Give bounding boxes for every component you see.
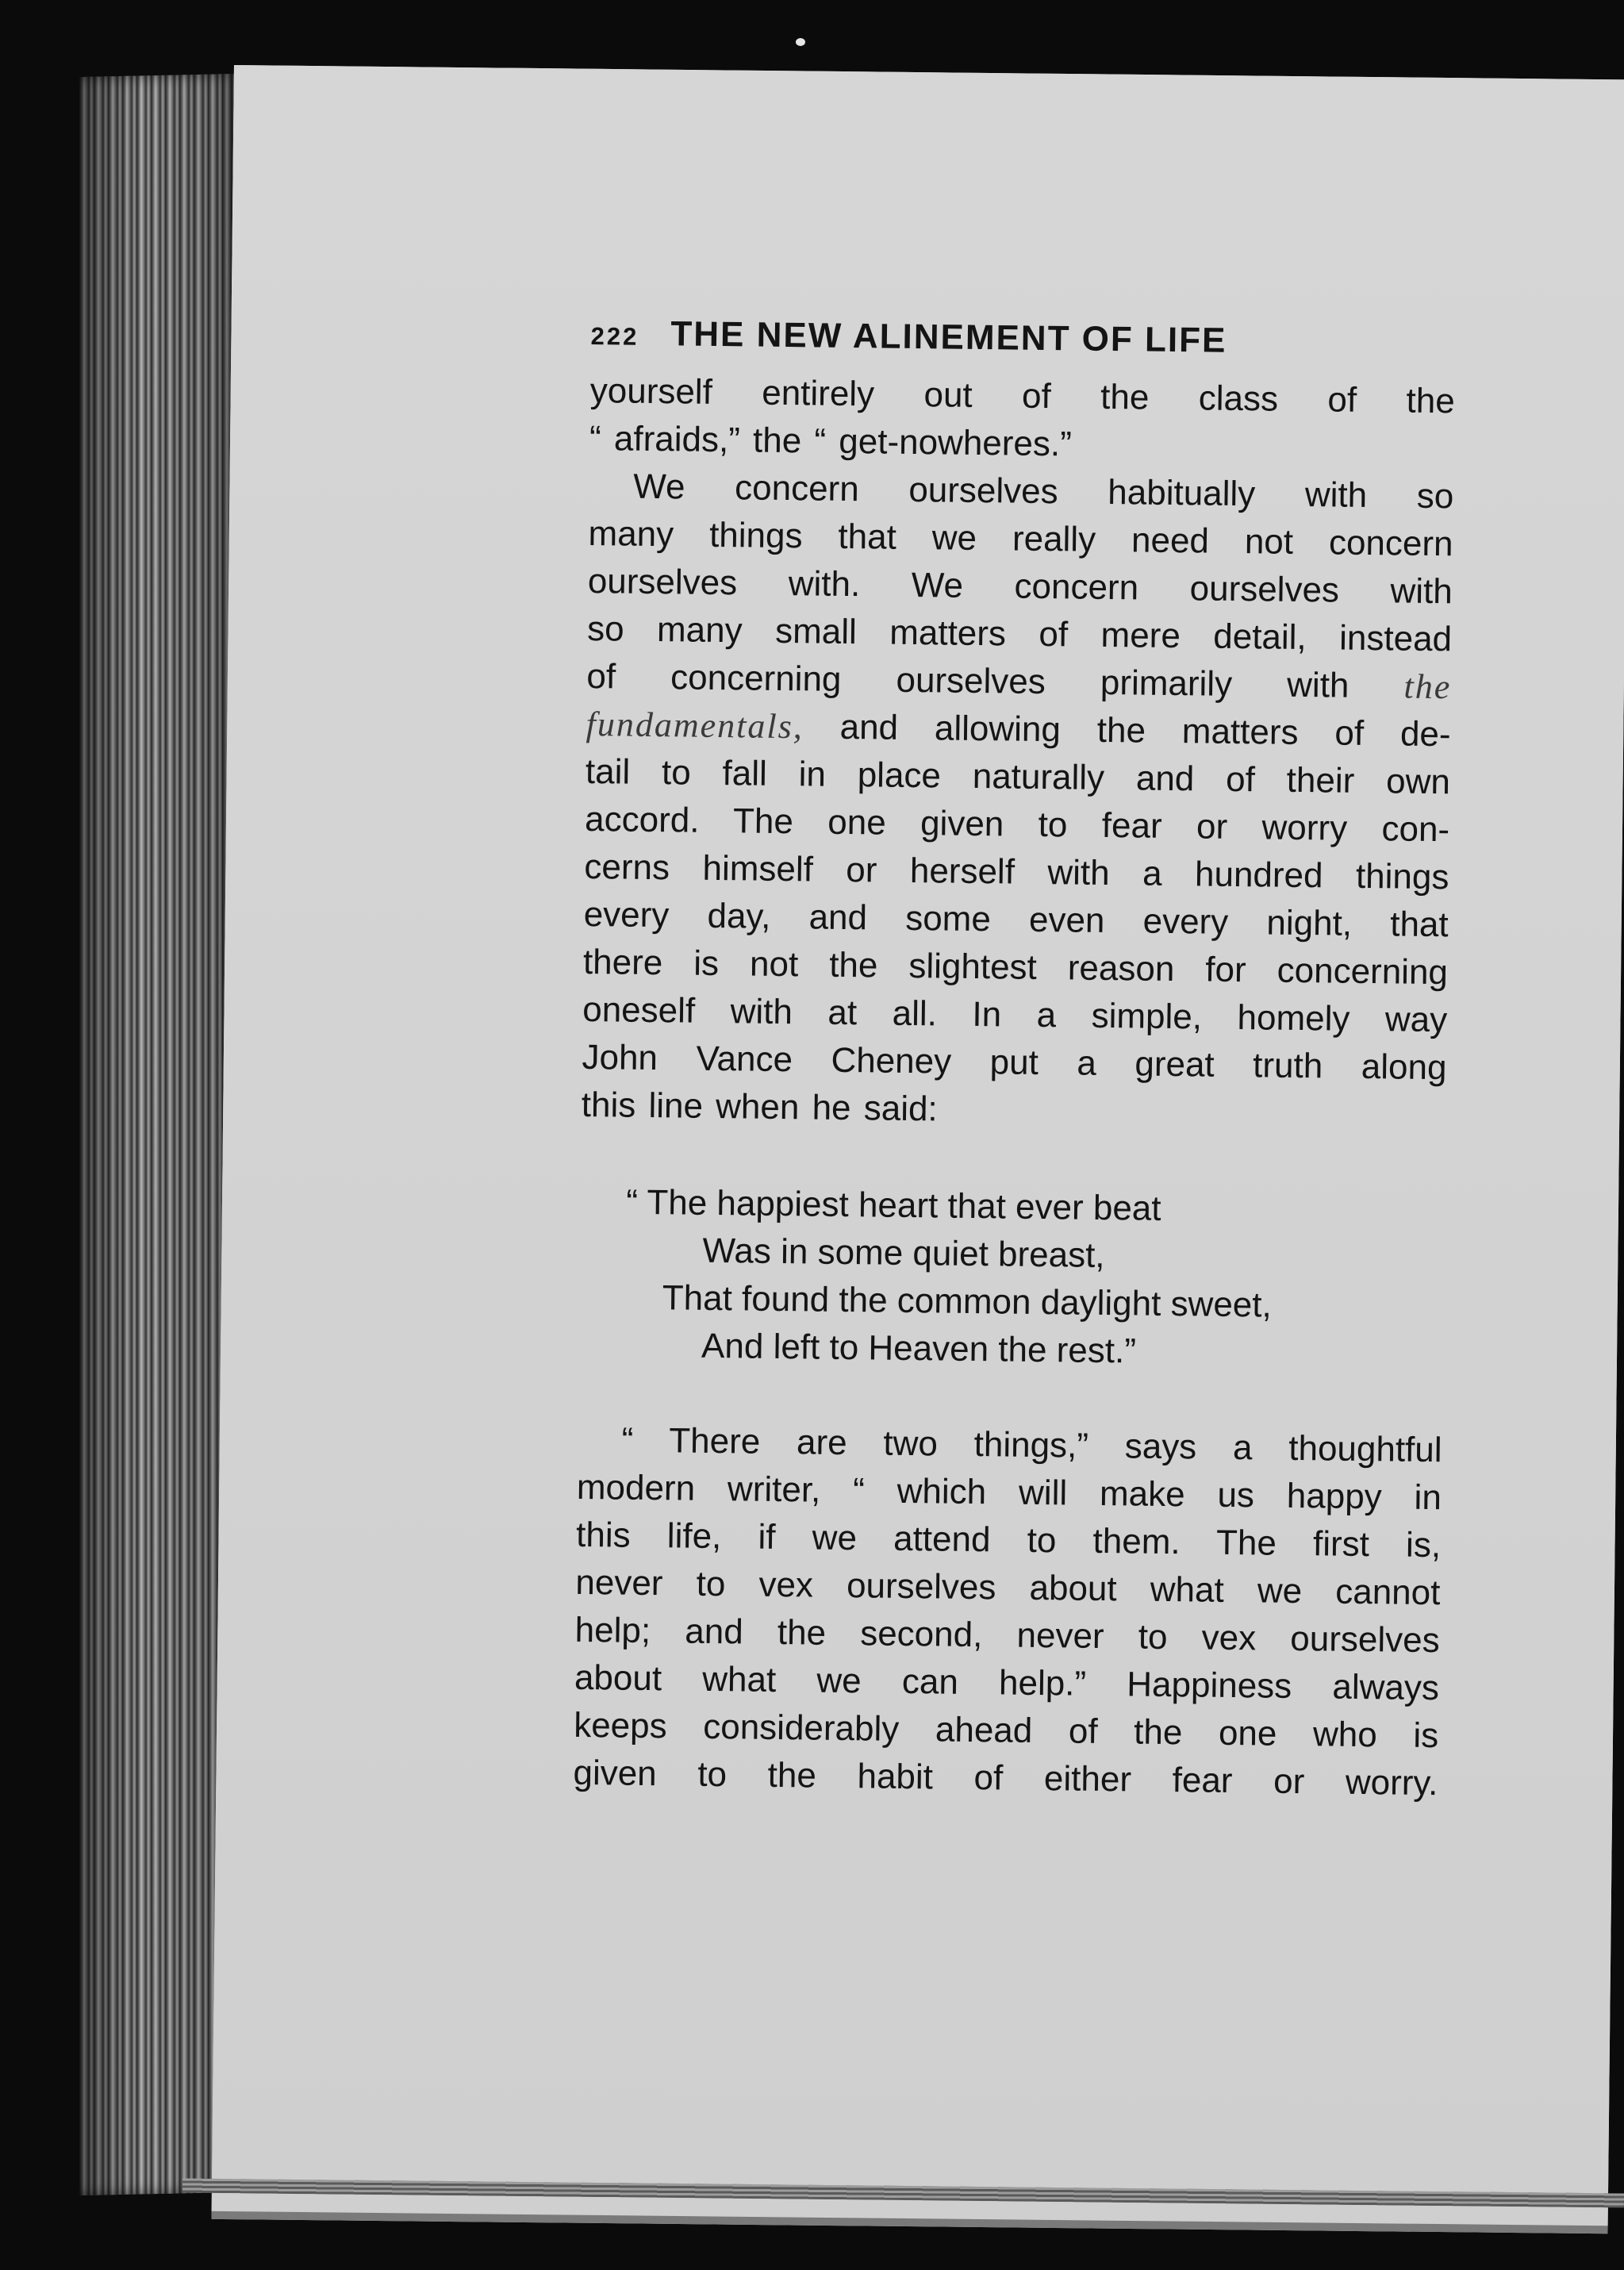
text-line: yourself entirely out of the class of the bbox=[589, 371, 1456, 421]
text-line: keeps considerably ahead of the one who is bbox=[573, 1705, 1439, 1756]
text-line: this life, if we attend to them. The first is, bbox=[575, 1515, 1442, 1565]
text-line: ourselves with. We concern ourselves with bbox=[587, 561, 1453, 612]
text-line: “ afraids,” the “ get-nowheres.” bbox=[589, 418, 1073, 464]
text-segment: and allowing the matters of de- bbox=[839, 707, 1451, 755]
text-line: never to vex ourselves about what we cannot bbox=[575, 1562, 1441, 1613]
poem-line: That found the common daylight sweet, bbox=[662, 1278, 1273, 1325]
text-line: “ There are two things,” says a thoughtful bbox=[621, 1420, 1442, 1470]
italic-emphasis: fundamentals, bbox=[585, 704, 804, 747]
text-line: every day, and some even every night, that bbox=[583, 894, 1449, 945]
text-line: oneself with at all. In a simple, homely way bbox=[582, 989, 1448, 1040]
italic-emphasis: the bbox=[1403, 666, 1452, 707]
text-line: many things that we really need not concern bbox=[588, 513, 1453, 564]
text-line: accord. The one given to fear or worry con- bbox=[584, 799, 1450, 850]
poem-line: And left to Heaven the rest.” bbox=[701, 1326, 1137, 1371]
text-line: this line when he said: bbox=[581, 1085, 939, 1129]
page-number: 222 bbox=[590, 321, 639, 351]
poem-quote bbox=[578, 1178, 1445, 1379]
text-line: tail to fall in place naturally and of their own bbox=[585, 751, 1451, 802]
text-line: We concern ourselves habitually with so bbox=[633, 467, 1454, 517]
dust-speck bbox=[796, 38, 805, 46]
text-line: John Vance Cheney put a great truth along bbox=[582, 1037, 1447, 1088]
text-line: there is not the slightest reason for concerning bbox=[582, 942, 1449, 993]
text-line: cerns himself or herself with a hundred things bbox=[584, 847, 1449, 897]
paragraph-concern bbox=[581, 463, 1453, 1139]
poem-line: Was in some quiet breast, bbox=[702, 1231, 1105, 1275]
book-title: THE NEW ALINEMENT OF LIFE bbox=[670, 314, 1227, 360]
page-text bbox=[573, 313, 1456, 1807]
page-edges-shadow bbox=[79, 74, 238, 2195]
poem-line: “ The happiest heart that ever beat bbox=[626, 1182, 1161, 1228]
text-line: given to the habit of either fear or worry. bbox=[573, 1753, 1438, 1803]
paragraph-continued bbox=[589, 367, 1455, 473]
text-line: help; and the second, never to vex ourselves bbox=[574, 1610, 1440, 1661]
text-line: so many small matters of mere detail, instead bbox=[586, 609, 1453, 659]
text-segment: of concerning ourselves primarily with bbox=[586, 656, 1349, 705]
text-line: about what we can help.” Happiness always bbox=[574, 1657, 1440, 1708]
paragraph-two-things bbox=[573, 1416, 1442, 1807]
text-line: modern writer, “ which will make us happy in bbox=[576, 1467, 1442, 1518]
